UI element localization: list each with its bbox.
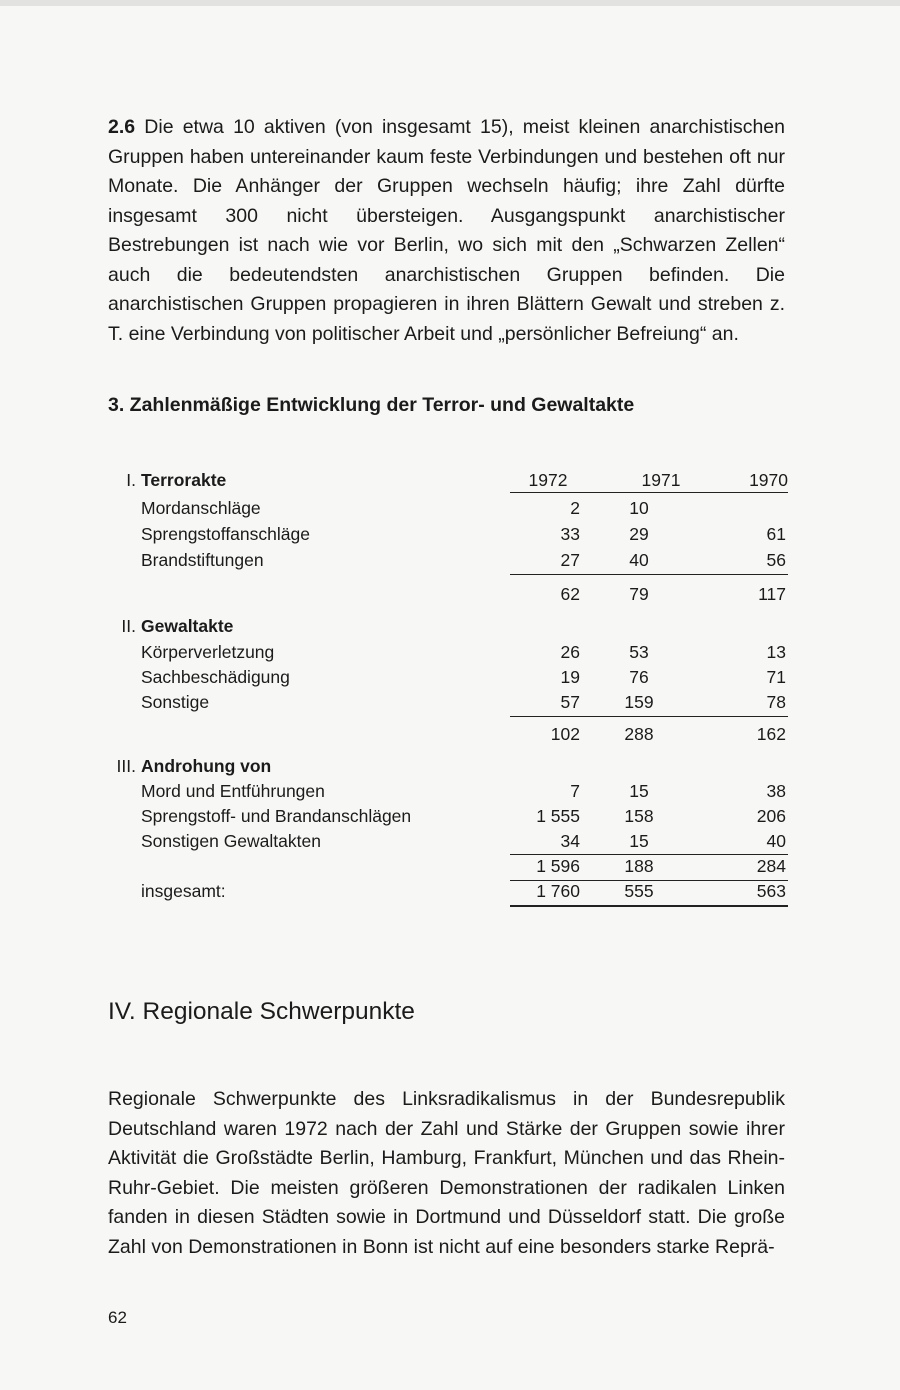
group-roman-numeral: II. <box>121 616 136 636</box>
total-double-rule <box>510 905 788 907</box>
year-header: 1970 <box>749 470 788 490</box>
total-label: insgesamt: <box>141 881 226 901</box>
group-title: Terrorakte <box>141 470 227 490</box>
row-label: Sprengstoff- und Brandanschlägen <box>141 806 412 826</box>
subtotal-value: 102 <box>550 724 580 744</box>
group-title-row <box>108 616 788 640</box>
total-value: 563 <box>756 881 786 901</box>
row-value: 15 <box>629 831 649 851</box>
table-row <box>108 806 788 830</box>
row-value: 33 <box>560 524 580 544</box>
row-value: 61 <box>766 524 786 544</box>
total-value: 555 <box>624 881 654 901</box>
subtotal-rule <box>510 854 788 855</box>
subtotal-value: 284 <box>756 856 786 876</box>
table-row <box>108 781 788 805</box>
subtotal-row <box>108 724 788 748</box>
row-label: Sonstige <box>141 692 210 712</box>
row-value: 76 <box>629 667 649 687</box>
row-label: Sachbeschädigung <box>141 667 290 687</box>
paragraph-regional: Regionale Schwerpunkte des Linksradikalismus in der Bundesrepublik Deutschland waren 1972 nach der Zahl und Stärke der Gruppen sowie ihrer Aktivität die Großstädte Berlin, Hamburg, Frankfurt, München und das Rhein-Ruhr-Gebiet. Die meisten größeren Demonstrationen der radikalen Linken fanden in diesen Städten sowie in Dortmund und Düsseldorf statt. Die große Zahl von Demonstrationen in Bonn ist nicht auf eine besonders starke Reprä- <box>108 1088 785 1258</box>
table-row <box>108 550 788 574</box>
row-value: 159 <box>624 692 654 712</box>
page-number: 62 <box>108 1308 127 1327</box>
row-value: 27 <box>560 550 580 570</box>
row-label: Sprengstoffanschläge <box>141 524 310 544</box>
table-row <box>108 642 788 666</box>
group-roman-numeral: I. <box>126 470 136 490</box>
total-value: 1 760 <box>536 881 580 901</box>
table-row <box>108 498 788 522</box>
row-value: 206 <box>756 806 786 826</box>
row-value: 71 <box>766 667 786 687</box>
section-number: 2.6 <box>108 116 136 138</box>
row-value: 19 <box>560 667 580 687</box>
row-value: 56 <box>766 550 786 570</box>
year-header: 1972 <box>528 470 568 490</box>
paragraph-2-6-text: Die etwa 10 aktiven (von insgesamt 15), meist kleinen anarchistischen Gruppen haben untereinander kaum feste Verbindungen und bestehen oft nur Monate. Die Anhänger der Gruppen wechseln häufig; ihre Zahl dürfte insgesamt 300 nicht übersteigen. Ausgangspunkt anarchistischer Bestrebungen ist nach wie vor Berlin, wo sich mit den „Schwarzen Zellen“ auch die bedeutendsten anarchistischen Gruppen befinden. Die anarchistischen Gruppen propagieren in ihren Blättern Gewalt und streben z. T. eine Verbindung von politischer Arbeit und „persönlicher Befreiung“ an. <box>108 116 785 345</box>
row-label: Brandstiftungen <box>141 550 264 570</box>
group-title-row <box>108 756 788 780</box>
section-4-heading: IV. Regionale Schwerpunkte <box>108 998 415 1025</box>
row-value: 2 <box>570 498 580 518</box>
row-value: 15 <box>629 781 649 801</box>
row-value: 158 <box>624 806 654 826</box>
table-row <box>108 667 788 691</box>
subtotal-row <box>108 856 788 880</box>
group-roman-numeral: III. <box>116 756 136 776</box>
paragraph-2-6 <box>108 113 785 349</box>
row-label: Körperverletzung <box>141 642 275 662</box>
subtotal-rule <box>510 574 788 575</box>
subtotal-value: 188 <box>624 856 654 876</box>
row-value: 26 <box>560 642 580 662</box>
row-label: Sonstigen Gewaltakten <box>141 831 321 851</box>
row-value: 34 <box>560 831 580 851</box>
statistics-table <box>108 470 788 920</box>
row-label: Mordanschläge <box>141 498 261 518</box>
subtotal-value: 1 596 <box>536 856 580 876</box>
subtotal-rule <box>510 716 788 717</box>
row-value: 29 <box>629 524 649 544</box>
group-title: Gewaltakte <box>141 616 234 636</box>
row-value: 40 <box>766 831 786 851</box>
row-value: 57 <box>560 692 580 712</box>
subtotal-value: 117 <box>758 584 786 604</box>
subtotal-value: 288 <box>624 724 654 744</box>
row-value: 7 <box>570 781 580 801</box>
group-title: Androhung von <box>141 756 272 776</box>
subtotal-value: 79 <box>629 584 649 604</box>
table-row <box>108 831 788 855</box>
row-value: 53 <box>629 642 649 662</box>
row-value: 1 555 <box>536 806 580 826</box>
row-label: Mord und Entführungen <box>141 781 325 801</box>
year-header: 1971 <box>641 470 681 490</box>
subtotal-value: 162 <box>756 724 786 744</box>
row-value: 38 <box>766 781 786 801</box>
subtotal-value: 62 <box>560 584 580 604</box>
table-row <box>108 524 788 548</box>
section-3-heading: 3. Zahlenmäßige Entwicklung der Terror- und Gewaltakte <box>108 394 635 416</box>
row-value: 13 <box>766 642 786 662</box>
subtotal-row <box>108 584 788 608</box>
group-title-row <box>108 470 788 494</box>
table-row <box>108 692 788 716</box>
row-value: 78 <box>766 692 786 712</box>
row-value: 40 <box>629 550 649 570</box>
total-row <box>108 881 788 905</box>
row-value: 10 <box>629 498 649 518</box>
